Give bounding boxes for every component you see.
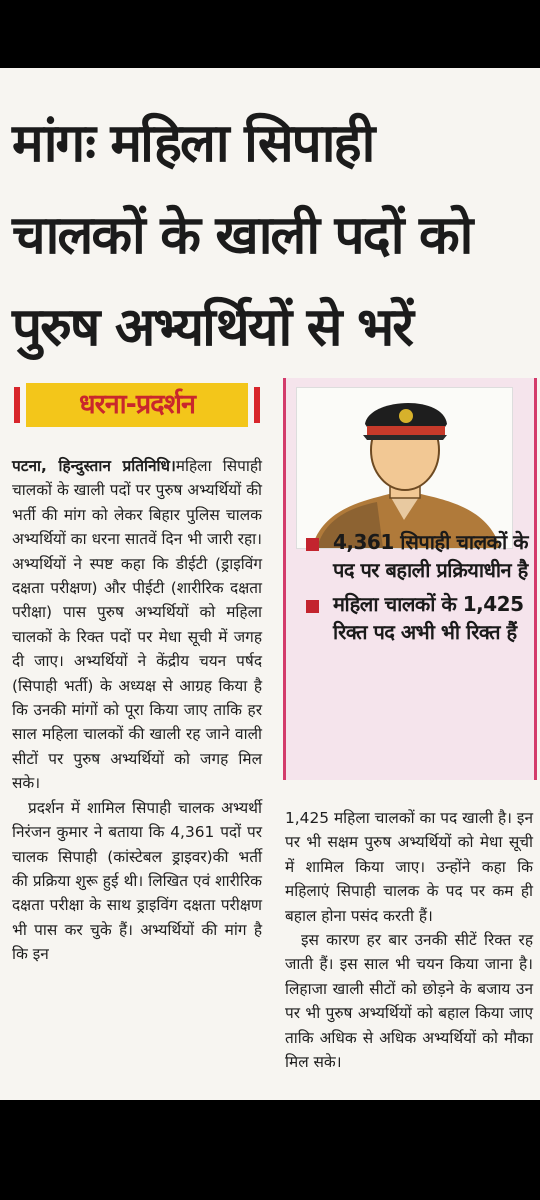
left-para-1-text: महिला सिपाही चालकों के खाली पदों पर पुरुष अभ्यर्थियों की भर्ती की मांग को लेकर बिहार पुलिस चालक अभ्यर्थियों का धरना सातवें दिन भी जारी रहा। अभ्यर्थियों ने स्पष्ट कहा कि डीईटी (ड्राइविंग दक्षता परीक्षण) और पीईटी (शारीरिक दक्षता परीक्षा) पास पुरुष अभ्यर्थियों को महिला चालकों के रिक्त पदों पर मेधा सूची में जगह दी जाए। अभ्यर्थियों ने केंद्रीय चयन पर्षद (सिपाही भर्ती) के अध्यक्ष से आग्रह किया है कि उनकी मांगों को पूरा किया जाए ताकि हर साल महिला चालकों की खाली रह जाने वाली सीटों पर पुरुष अभ्यर्थियों को जगह मिल सके। xyxy=(12,457,262,793)
panel-border-left xyxy=(283,378,286,780)
bullet-square-icon xyxy=(306,600,319,613)
bullet-square-icon xyxy=(306,538,319,551)
highlight-item xyxy=(303,528,533,584)
tag-label: धरना-प्रदर्शन xyxy=(26,383,248,427)
left-column xyxy=(12,454,262,967)
right-para-2: इस कारण हर बार उनकी सीटें रिक्त रह जाती हैं। इस साल भी चयन किया जाना है। लिहाजा खाली सीटों को छोड़ने के बजाय उन पर भी पुरुष अभ्यर्थियों को बहाल किया जाए ताकि अधिक से अधिक अभ्यर्थियों को मौका मिल सके। xyxy=(285,931,533,1072)
dateline: पटना, हिन्दुस्तान प्रतिनिधि। xyxy=(12,457,176,475)
left-para-2: प्रदर्शन में शामिल सिपाही चालक अभ्यर्थी निरंजन कुमार ने बताया कि 4,361 पदों पर चालक सिपाही (कांस्टेबल ड्राइवर)की भर्ती की प्रक्रिया शुरू हुई थी। लिखित एवं शारीरिक दक्षता परीक्षा के साथ ड्राइविंग दक्षता परीक्षण भी पास कर चुके हैं। अभ्यर्थियों की मांग है कि इन xyxy=(12,798,262,964)
highlight-item xyxy=(303,590,533,646)
headline-line-3: पुरुष अभ्यर्थियों से भरें xyxy=(12,297,412,358)
left-para-1 xyxy=(12,454,262,796)
officer-silhouette-icon xyxy=(297,388,512,548)
highlight-text: महिला चालकों के 1,425 रिक्त पद अभी भी रिक्त हैं xyxy=(333,592,524,644)
highlight-list xyxy=(303,528,533,652)
newspaper-clipping xyxy=(0,68,540,1100)
headline-line-2: चालकों के खाली पदों को xyxy=(12,205,472,266)
headline-line-1: मांगः महिला सिपाही xyxy=(12,113,374,174)
right-column xyxy=(285,806,533,1074)
headline xyxy=(12,98,532,374)
panel-border-right xyxy=(534,378,537,780)
tag-bar-left xyxy=(14,387,20,423)
section-tag xyxy=(14,381,260,427)
highlight-text: 4,361 सिपाही चालकों के पद पर बहाली प्रक्रियाधीन है xyxy=(333,530,529,582)
right-para-1: 1,425 महिला चालकों का पद खाली है। इन पर भी सक्षम पुरुष अभ्यर्थियों को मेधा सूची में शामिल किया जाए। उन्होंने कहा कि महिलाएं सिपाही चालक के पद पर कम ही बहाल होना पसंद करती हैं। xyxy=(285,809,533,925)
tag-bar-right xyxy=(254,387,260,423)
officer-photo xyxy=(296,387,513,549)
